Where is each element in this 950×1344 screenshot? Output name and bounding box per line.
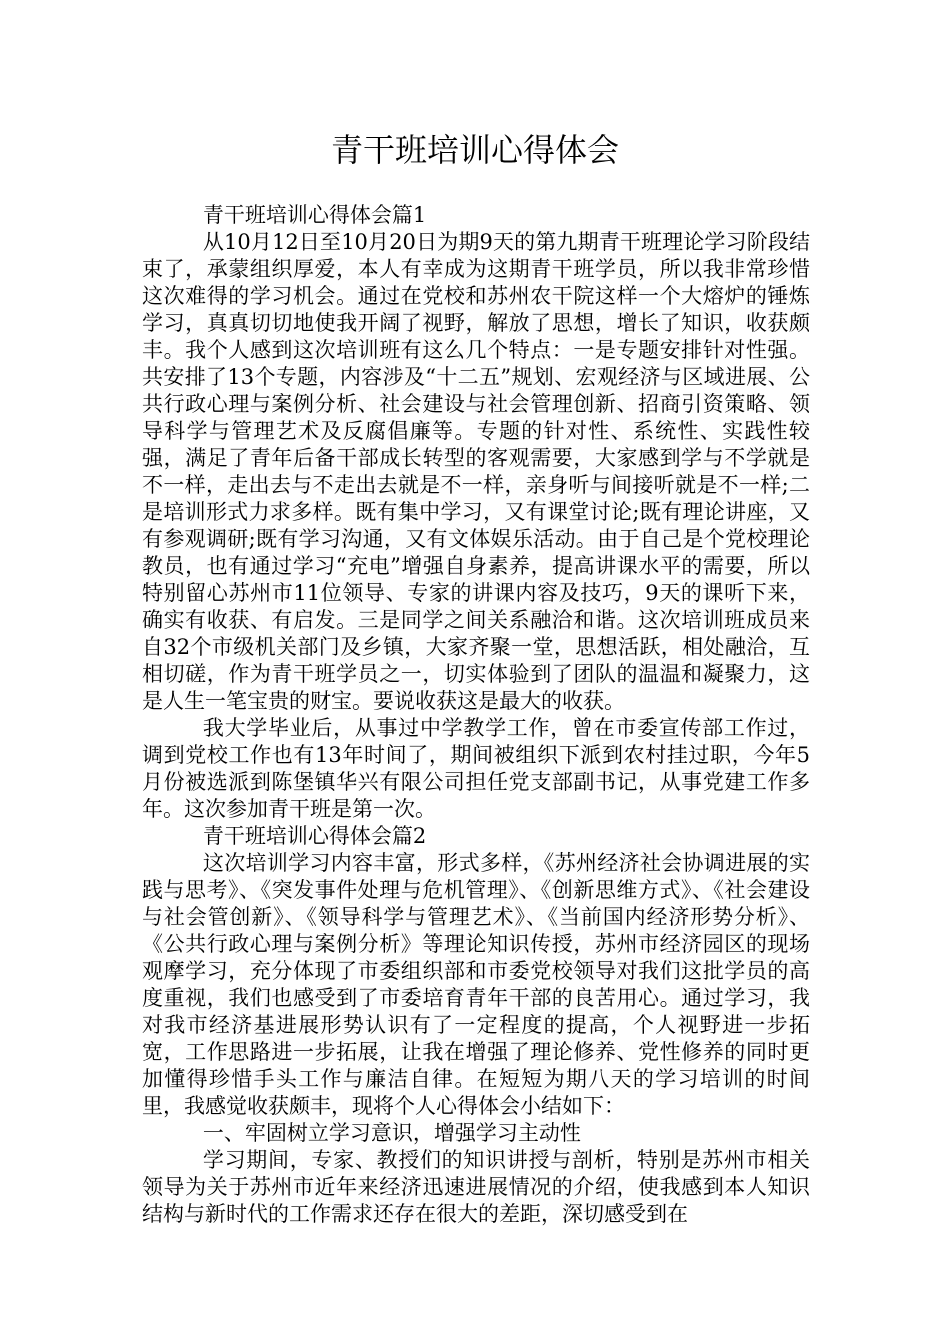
paragraph: 这次培训学习内容丰富，形式多样，《苏州经济社会协调进展的实践与思考》、《突发事件处理与危机管理》、《创新思维方式》、《社会建设与社会管创新》、《领导科学与管理艺术》、《当前国内经济形势分析》、《公共行政心理与案例分析》等理论知识传授，苏州市经济园区的现场观摩学习，充分体现了市委组织部和市委党校领导对我们这批学员的高度重视，我们也感受到了市委培育青年干部的良苦用心。通过学习，我对我市经济基进展形势认识有了一定程度的提高，个人视野进一步拓宽，工作思路进一步拓展，让我在增强了理论修养、党性修养的同时更加懂得珍惜手头工作与廉洁自律。在短短为期八天的学习培训的时间里，我感觉收获颇丰，现将个人心得体会小结如下： — [142, 851, 810, 1118]
section-heading-1: 青干班培训心得体会篇1 — [202, 203, 427, 227]
section-heading-2: 青干班培训心得体会篇2 — [202, 824, 427, 848]
document-body — [142, 202, 810, 1228]
subsection-heading: 一、牢固树立学习意识，增强学习主动性 — [202, 1121, 581, 1145]
paragraph: 我大学毕业后，从事过中学教学工作，曾在市委宣传部工作过，调到党校工作也有13年时间了，期间被组织下派到农村挂过职，今年5月份被选派到陈堡镇华兴有限公司担任党支部副书记，从事党建工作多年。这次参加青干班是第一次。 — [142, 716, 810, 821]
document-title: 青干班培训心得体会 — [330, 131, 619, 169]
paragraph: 从10月12日至10月20日为期9天的第九期青干班理论学习阶段结束了，承蒙组织厚爱，本人有幸成为这期青干班学员，所以我非常珍惜这次难得的学习机会。通过在党校和苏州农干院这样一个大熔炉的锤炼学习，真真切切地使我开阔了视野，解放了思想，增长了知识，收获颇丰。我个人感到这次培训班有这么几个特点：一是专题安排针对性强。共安排了13个专题，内容涉及“十二五”规划、宏观经济与区域进展、公共行政心理与案例分析、社会建设与社会管理创新、招商引资策略、领导科学与管理艺术及反腐倡廉等。专题的针对性、系统性、实践性较强，满足了青年后备干部成长转型的客观需要，大家感到学与不学就是不一样，走出去与不走出去就是不一样，亲身听与间接听就是不一样;二是培训形式力求多样。既有集中学习，又有课堂讨论;既有理论讲座，又有参观调研;既有学习沟通，又有文体娱乐活动。由于自己是个党校理论教员，也有通过学习“充电”增强自身素养，提高讲课水平的需要，所以特别留心苏州市11位领导、专家的讲课内容及技巧，9天的课听下来，确实有收获、有启发。三是同学之间关系融洽和谐。这次培训班成员来自32个市级机关部门及乡镇，大家齐聚一堂，思想活跃，相处融洽，互相切磋，作为青干班学员之一，切实体验到了团队的温温和凝聚力，这是人生一笔宝贵的财宝。要说收获这是最大的收获。 — [142, 230, 810, 713]
paragraph: 学习期间，专家、教授们的知识讲授与剖析，特别是苏州市相关领导为关于苏州市近年来经济迅速进展情况的介绍，使我感到本人知识结构与新时代的工作需求还存在很大的差距，深切感受到在 — [142, 1148, 810, 1226]
